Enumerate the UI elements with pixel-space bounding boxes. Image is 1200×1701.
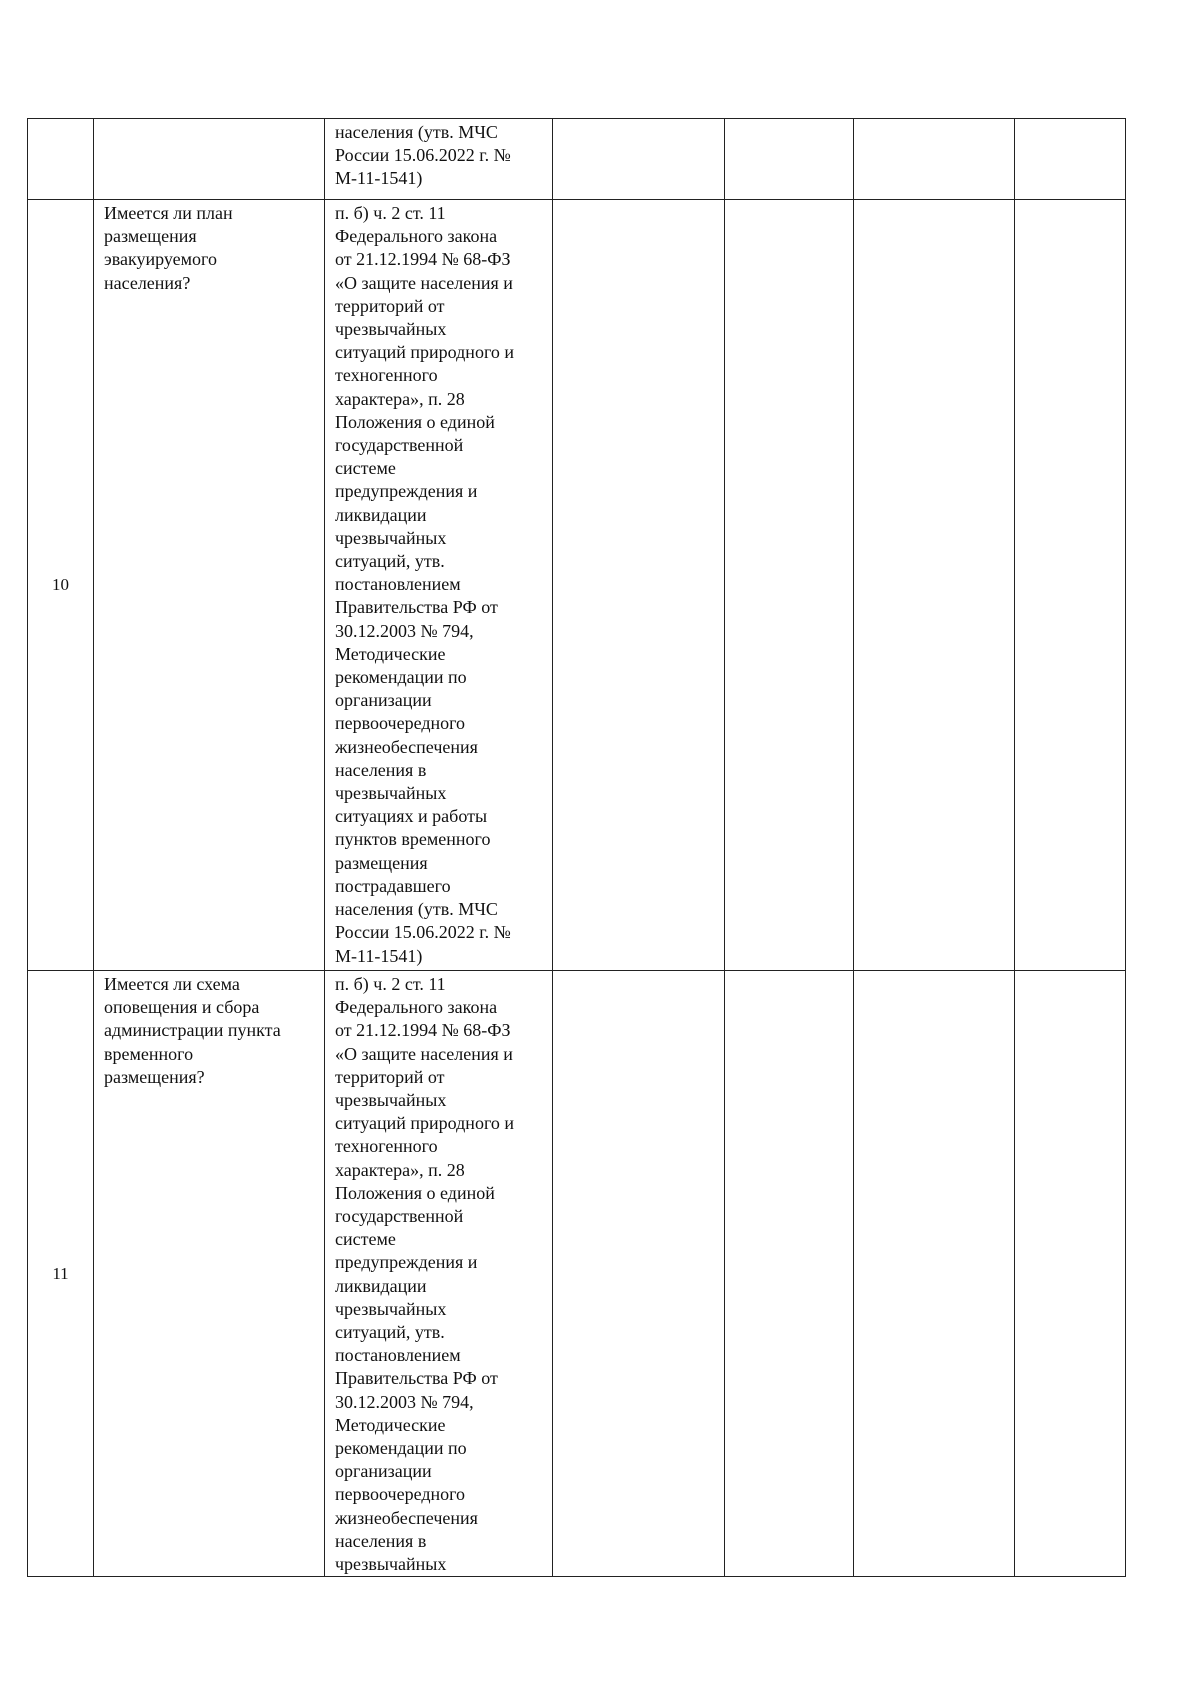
row-number-cell (28, 119, 94, 200)
question-cell: Имеется ли план размещения эвакуируемого населения? (94, 200, 325, 971)
empty-cell (854, 200, 1015, 971)
empty-cell (553, 200, 725, 971)
requirement-cell: п. б) ч. 2 ст. 11 Федерального закона от 21.12.1994 № 68-ФЗ «О защите населения и территорий от чрезвычайных ситуаций природного и техногенного характера», п. 28 Положения о единой государственной системе предупреждения и ликвидации чрезвычайных ситуаций, утв. постановлением Правительства РФ от 30.12.2003 № 794, Методические рекомендации по организации первоочередного жизнеобеспечения населения в чрезвычайных (325, 971, 553, 1577)
question-cell (94, 119, 325, 200)
checklist-table (27, 118, 1126, 1577)
empty-cell (725, 971, 854, 1577)
table-row (28, 200, 1126, 971)
empty-cell (1015, 971, 1126, 1577)
empty-cell (553, 971, 725, 1577)
empty-cell (854, 119, 1015, 200)
table-row (28, 971, 1126, 1577)
empty-cell (553, 119, 725, 200)
empty-cell (725, 119, 854, 200)
empty-cell (1015, 119, 1126, 200)
question-cell: Имеется ли схема оповещения и сбора администрации пункта временного размещения? (94, 971, 325, 1577)
empty-cell (725, 200, 854, 971)
empty-cell (1015, 200, 1126, 971)
empty-cell (854, 971, 1015, 1577)
requirement-cell: населения (утв. МЧС России 15.06.2022 г. № М-11-1541) (325, 119, 553, 200)
row-number-cell: 10 (28, 200, 94, 971)
row-number-cell: 11 (28, 971, 94, 1577)
table-row (28, 119, 1126, 200)
requirement-cell: п. б) ч. 2 ст. 11 Федерального закона от 21.12.1994 № 68-ФЗ «О защите населения и территорий от чрезвычайных ситуаций природного и техногенного характера», п. 28 Положения о единой государственной системе предупреждения и ликвидации чрезвычайных ситуаций, утв. постановлением Правительства РФ от 30.12.2003 № 794, Методические рекомендации по организации первоочередного жизнеобеспечения населения в чрезвычайных ситуациях и работы пунктов временного размещения пострадавшего населения (утв. МЧС России 15.06.2022 г. № М-11-1541) (325, 200, 553, 971)
